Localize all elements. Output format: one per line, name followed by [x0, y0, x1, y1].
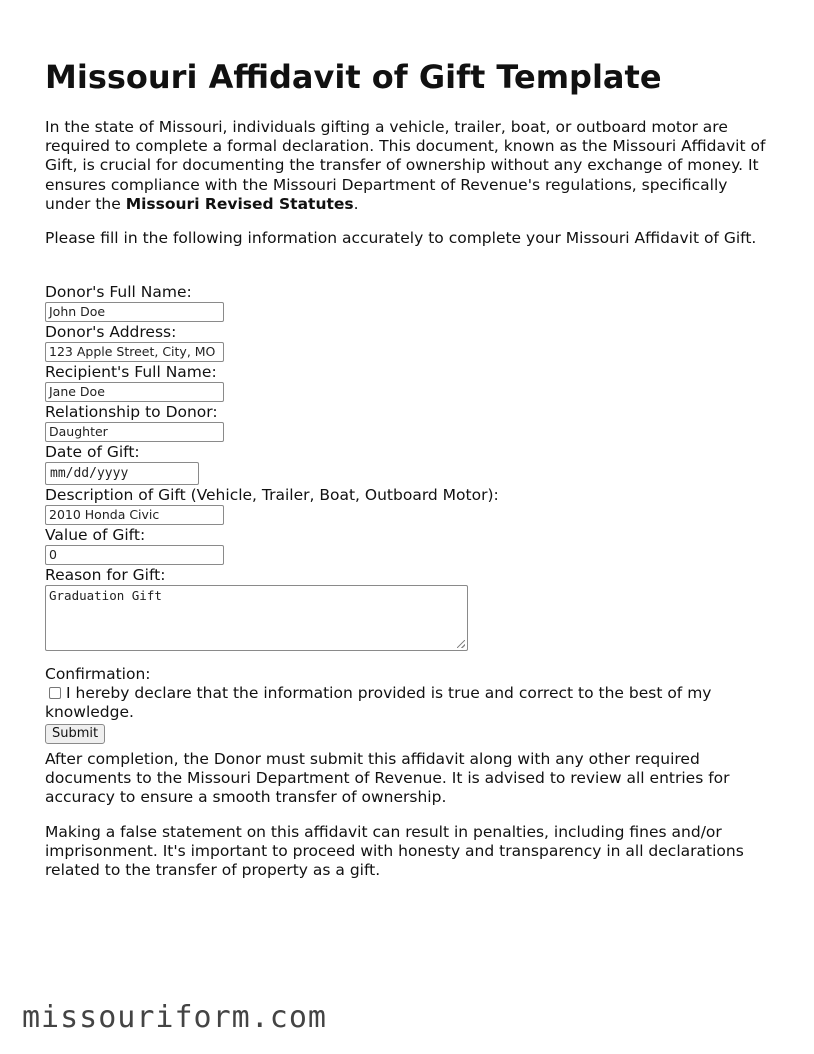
intro-end: .	[353, 194, 359, 213]
donor-name-input[interactable]: John Doe	[45, 302, 224, 322]
confirmation-text: I hereby declare that the information provided is true and correct to the best of my knowledge.	[45, 684, 712, 722]
value-input[interactable]: 0	[45, 545, 224, 565]
after-completion-paragraph: After completion, the Donor must submit this affidavit along with any other required documents to the Missouri Department of Revenue. It is advised to review all entries for accuracy to ensure a smooth transfer of ownership.	[45, 750, 730, 807]
intro-text: In the state of Missouri, individuals gifting a vehicle, trailer, boat, or outboard motor are required to complete a formal declaration. This document, known as the Missouri Affidavit of Gift, is crucial for documenting the transfer of ownership without any exchange of money. It ensures compliance with the Missouri Department of Revenue's regulations, specifically under the	[45, 118, 766, 213]
donor-address-input[interactable]: 123 Apple Street, City, MO	[45, 342, 224, 362]
value-label: Value of Gift:	[45, 526, 146, 544]
donor-address-label: Donor's Address:	[45, 323, 177, 341]
confirmation-checkbox[interactable]	[49, 687, 61, 699]
footer-brand-logo: missouriform.com	[22, 1000, 327, 1035]
confirmation-row	[45, 684, 755, 722]
gift-date-input[interactable]: mm/dd/yyyy	[45, 462, 199, 485]
description-label: Description of Gift (Vehicle, Trailer, Boat, Outboard Motor):	[45, 486, 499, 504]
page-title: Missouri Affidavit of Gift Template	[45, 58, 662, 96]
recipient-name-input[interactable]: Jane Doe	[45, 382, 224, 402]
affidavit-form	[45, 282, 775, 744]
reason-textarea[interactable]	[45, 585, 468, 651]
reason-label: Reason for Gift:	[45, 566, 166, 584]
gift-date-label: Date of Gift:	[45, 443, 140, 461]
donor-name-label: Donor's Full Name:	[45, 283, 192, 301]
confirmation-label: Confirmation:	[45, 665, 151, 683]
warning-paragraph: Making a false statement on this affidavit can result in penalties, including fines and/or imprisonment. It's important to proceed with honesty and transparency in all declarations related to the transfer of property as a gift.	[45, 823, 744, 880]
instructions-paragraph: Please fill in the following information accurately to complete your Missouri Affidavit of Gift.	[45, 229, 757, 247]
intro-bold-statutes: Missouri Revised Statutes	[125, 194, 354, 213]
relationship-input[interactable]: Daughter	[45, 422, 224, 442]
resize-grip-icon[interactable]	[457, 640, 465, 648]
intro-paragraph	[45, 118, 775, 214]
relationship-label: Relationship to Donor:	[45, 403, 218, 421]
recipient-name-label: Recipient's Full Name:	[45, 363, 217, 381]
submit-button[interactable]: Submit	[45, 724, 105, 744]
reason-text: Graduation Gift	[49, 588, 162, 603]
description-input[interactable]: 2010 Honda Civic	[45, 505, 224, 525]
